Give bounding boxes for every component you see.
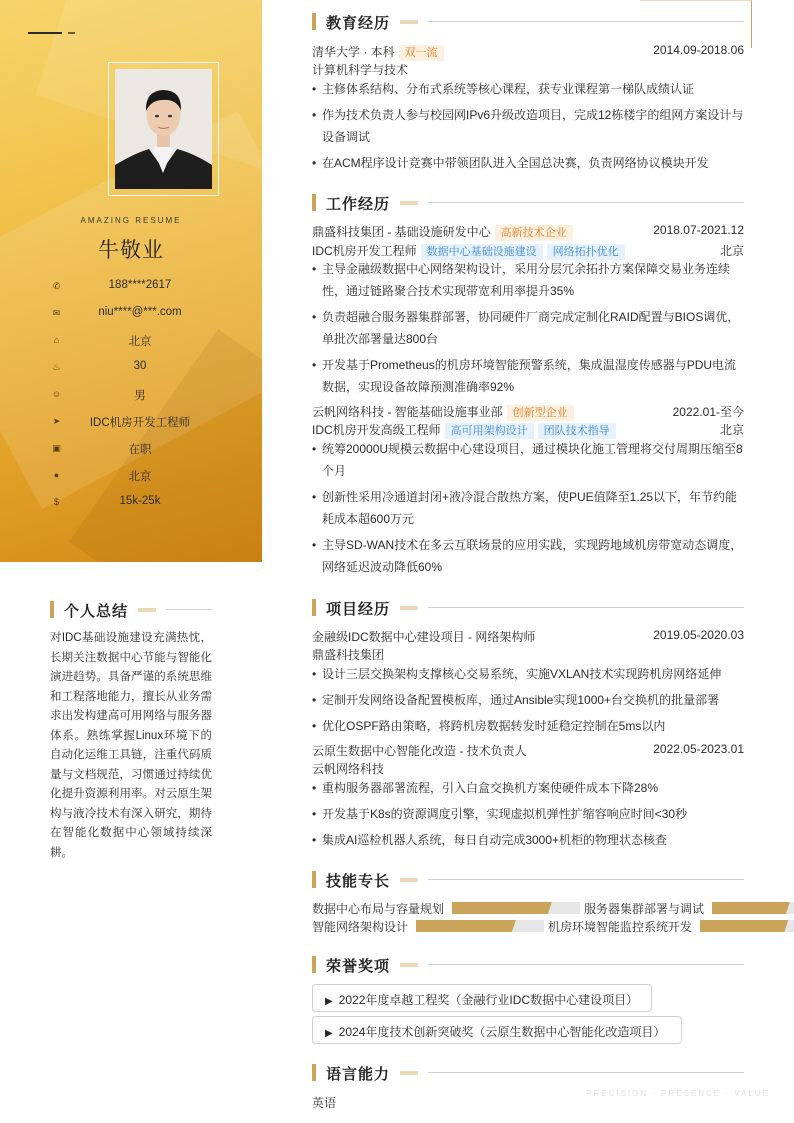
section-title: 语言能力 — [326, 1066, 391, 1083]
education-bullet: • 作为技术负责人参与校园网IPv6升级改造项目，完成12栋楼宇的组网方案设计与设备调试 — [312, 104, 744, 148]
project-org: 鼎盛科技集团 — [312, 648, 385, 662]
send-icon: ➤ — [52, 416, 61, 426]
job-bullet: • 主导金融级数据中心网络架构设计，采用分层冗余拓扑方案保障交易业务连续性，通过链路聚合技术实现带宽利用率提升35% — [312, 258, 744, 302]
money-icon: $ — [53, 497, 59, 507]
cake-icon: ♨ — [52, 362, 61, 372]
section-pill — [400, 201, 418, 205]
section-education-header — [312, 12, 744, 32]
section-work-header — [312, 193, 744, 213]
honor-item — [312, 1016, 682, 1044]
project-org-row — [312, 758, 744, 776]
avatar — [115, 69, 212, 189]
info-email — [0, 304, 262, 324]
job-bullet: • 统筹20000U规模云数据中心建设项目，通过模块化施工管理将交付周期压缩至8个月 — [312, 438, 744, 482]
job-role-row — [312, 419, 744, 437]
info-gender — [0, 385, 262, 405]
footer-watermark: PRECISION · PRESENCE · VALUE — [586, 1089, 770, 1098]
info-value: niu****@***.com — [98, 306, 182, 318]
info-position — [0, 412, 262, 432]
briefcase-icon: ▣ — [52, 443, 61, 453]
section-pill — [400, 963, 418, 967]
project-org: 云帆网络科技 — [312, 762, 385, 776]
decor-line — [28, 32, 62, 34]
info-value: 北京 — [128, 471, 152, 483]
job-bullet: • 创新性采用冷通道封闭+液冷混合散热方案，使PUE值降至1.25以下，年节约能耗成本超600万元 — [312, 486, 744, 530]
info-phone — [0, 277, 262, 297]
section-bar — [312, 194, 316, 211]
role-tag: 网络拓扑优化 — [547, 244, 625, 260]
skill-bar — [452, 902, 580, 914]
job-bullet: • 负责超融合服务器集群部署，协同硬件厂商完成定制化RAID配置与BIOS调优，单批次部署量达800台 — [312, 306, 744, 350]
job-company-row — [312, 401, 744, 419]
project-bullet: • 重构服务器部署流程，引入白盒交换机方案使硬件成本下降28% — [312, 777, 744, 799]
section-rule — [428, 879, 744, 880]
info-age — [0, 358, 262, 378]
section-title: 教育经历 — [326, 15, 391, 32]
section-projects-header — [312, 598, 744, 618]
play-triangle-icon: ▶ — [325, 1028, 333, 1039]
section-bar — [312, 956, 316, 973]
section-bar — [312, 871, 316, 888]
skill-bar — [700, 920, 794, 932]
section-title: 个人总结 — [64, 603, 129, 620]
info-location — [0, 466, 262, 486]
section-pill — [400, 20, 418, 24]
job-company-row — [312, 221, 744, 239]
home-icon: ⌂ — [53, 335, 60, 345]
project-bullet: • 集成AI巡检机器人系统，每日自动完成3000+机柜的物理状态核查 — [312, 829, 744, 851]
section-bar — [312, 13, 316, 30]
honor-text: 2024年度技术创新突破奖（云原生数据中心智能化改造项目） — [338, 1025, 666, 1039]
skill-label: 机房环境智能监控系统开发 — [548, 920, 693, 934]
job-period: 2022.01-至今 — [672, 405, 744, 419]
project-bullet: • 优化OSPF路由策略，将跨机房数据转发时延稳定控制在5ms以内 — [312, 715, 744, 737]
resume-tagline: AMAZING RESUME — [80, 216, 182, 225]
project-name: 云原生数据中心智能化改造 - 技术负责人 — [312, 744, 527, 758]
honor-text: 2022年度卓越工程奖（金融行业IDC数据中心建设项目） — [338, 993, 639, 1007]
section-title: 荣誉奖项 — [326, 958, 391, 975]
job-city: 北京 — [719, 244, 744, 258]
job-period: 2018.07-2021.12 — [653, 223, 744, 237]
company-tag: 高新技术企业 — [495, 225, 573, 241]
info-value: 15k-25k — [119, 495, 161, 507]
section-rule — [428, 607, 744, 608]
section-rule — [166, 609, 212, 610]
section-languages-header — [312, 1063, 744, 1083]
skill-bar-fill — [712, 902, 790, 914]
section-title: 项目经历 — [326, 601, 391, 618]
job-bullet: • 开发基于Prometheus的机房环境智能预警系统，集成温湿度传感器与PDU电流数据，实现设备故障预测准确率92% — [312, 354, 744, 398]
info-salary — [0, 493, 262, 513]
phone-icon: ✆ — [52, 281, 61, 291]
skill-bar-fill — [452, 902, 552, 914]
skill-bar-fill — [700, 920, 788, 932]
play-triangle-icon: ▶ — [325, 996, 333, 1007]
project-period: 2022.05-2023.01 — [653, 742, 744, 756]
skill-label: 服务器集群部署与调试 — [584, 902, 705, 916]
info-value: IDC机房开发工程师 — [89, 417, 191, 429]
education-bullet: • 主修体系结构、分布式系统等核心课程，获专业课程第一梯队成绩认证 — [312, 78, 744, 100]
section-rule — [428, 21, 744, 22]
info-value: 在职 — [128, 444, 152, 456]
project-period: 2019.05-2020.03 — [653, 628, 744, 642]
summary-text: 对IDC基础设施建设充满热忱，长期关注数据中心节能与智能化演进趋势。具备严谨的系统思维和工程落地能力，擅长从业务需求出发构建高可用网络与服务器体系。熟练掌握Linux环境下的自动化运维工具链，注重代码质量与文档规范，习惯通过持续优化提升资源利用率。对云原生架构与液冷技术有深入研究，期待在智能化数据中心领域持续深耕。 — [50, 632, 212, 859]
project-bullet: • 定制开发网络设备配置模板库，通过Ansible实现1000+台交换机的批量部署 — [312, 689, 744, 711]
education-row — [312, 41, 744, 59]
skill-bar — [416, 920, 544, 932]
role-tag: 团队技术指导 — [538, 423, 616, 439]
avatar-illustration — [115, 69, 212, 189]
skill-label: 数据中心布局与容量规划 — [312, 902, 445, 916]
sidebar — [0, 0, 262, 562]
job-role: IDC机房开发高级工程师 — [312, 423, 441, 437]
role-tag: 高可用架构设计 — [445, 423, 534, 439]
skill-bar — [712, 902, 794, 914]
section-title: 工作经历 — [326, 196, 391, 213]
role-tag: 数据中心基础设施建设 — [421, 244, 543, 260]
section-title: 技能专长 — [326, 873, 391, 890]
language-item: 英语 — [312, 1096, 337, 1110]
location-icon: ● — [53, 470, 60, 480]
info-value: 30 — [133, 360, 147, 372]
job-company: 云帆网络科技 - 智能基础设施事业部 — [312, 405, 503, 419]
project-row — [312, 626, 744, 644]
section-summary-header — [50, 600, 212, 620]
section-bar — [312, 599, 316, 616]
skill-label: 智能网络架构设计 — [312, 920, 409, 934]
section-rule — [428, 202, 744, 203]
job-role-row — [312, 240, 744, 258]
project-name: 金融级IDC数据中心建设项目 - 网络架构师 — [312, 630, 536, 644]
section-honors-header — [312, 955, 744, 975]
honor-item — [312, 984, 652, 1012]
section-pill — [400, 1071, 418, 1075]
project-row — [312, 740, 744, 758]
job-company: 鼎盛科技集团 - 基础设施研发中心 — [312, 225, 491, 239]
education-major: 计算机科学与技术 — [312, 63, 409, 77]
mail-icon: ✉ — [52, 308, 61, 318]
section-pill — [400, 878, 418, 882]
info-hometown — [0, 331, 262, 351]
section-skills-header — [312, 870, 744, 890]
info-value: 北京 — [128, 336, 152, 348]
school-name: 清华大学 · 本科 — [312, 45, 395, 59]
education-bullet: • 在ACM程序设计竞赛中带领团队进入全国总决赛，负责网络协议模块开发 — [312, 152, 744, 174]
section-bar — [50, 601, 54, 618]
education-major-row — [312, 59, 744, 77]
section-rule — [428, 1072, 744, 1073]
company-tag: 创新型企业 — [507, 405, 574, 421]
decor-line — [68, 32, 75, 34]
section-pill — [400, 606, 418, 610]
project-org-row — [312, 644, 744, 662]
school-tag: 双一流 — [399, 45, 444, 61]
info-status — [0, 439, 262, 459]
project-bullet: • 开发基于K8s的资源调度引擎，实现虚拟机弹性扩缩容响应时间<30秒 — [312, 803, 744, 825]
info-value: 男 — [134, 390, 146, 402]
job-role: IDC机房开发工程师 — [312, 244, 417, 258]
candidate-name: 牛敬业 — [98, 239, 164, 262]
job-bullet: • 主导SD-WAN技术在多云互联场景的应用实践，实现跨地域机房带宽动态调度，网络延迟波动降低60% — [312, 534, 744, 578]
education-period: 2014.09-2018.06 — [653, 43, 744, 57]
info-value: 188****2617 — [108, 279, 172, 291]
section-pill — [138, 608, 156, 612]
skill-bar-fill — [416, 920, 516, 932]
section-bar — [312, 1064, 316, 1081]
job-city: 北京 — [719, 423, 744, 437]
section-rule — [428, 964, 744, 965]
face-icon: ☺ — [51, 389, 62, 399]
project-bullet: • 设计三层交换架构支撑核心交易系统，实施VXLAN技术实现跨机房网络延伸 — [312, 663, 744, 685]
